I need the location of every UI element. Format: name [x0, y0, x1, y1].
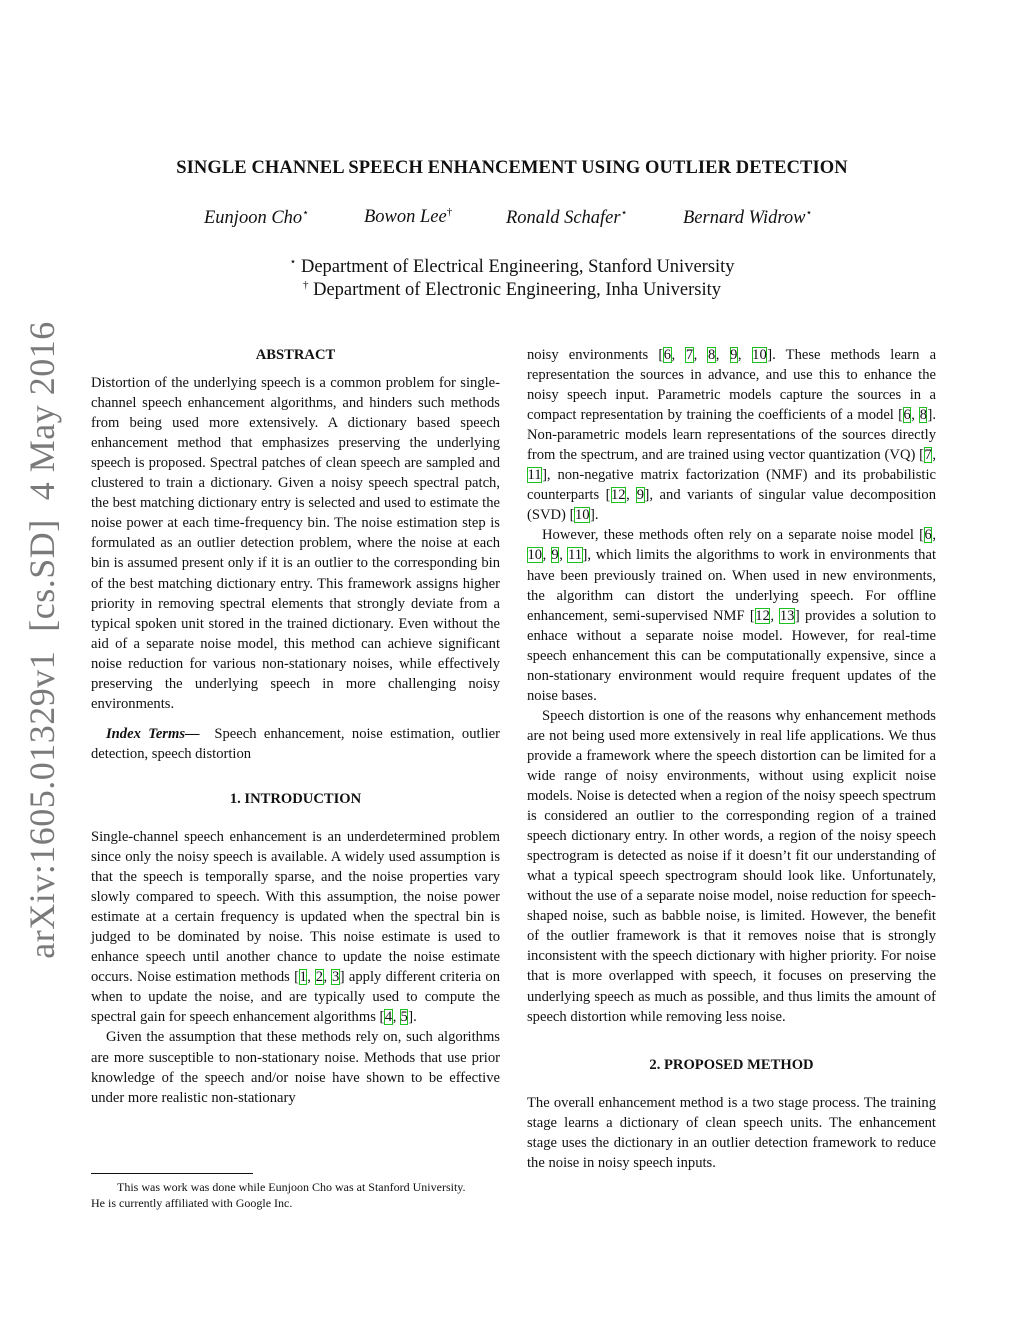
author-mark: ⋆ [805, 207, 813, 219]
citation-link[interactable]: 9 [551, 547, 559, 564]
footnote-line: This was work was done while Eunjoon Cho was at Stanford University. [117, 1180, 466, 1194]
body-paragraph: The overall enhancement method is a two stage process. The training stage learns a dictionary of clean speech units. The enhancement stage uses the dictionary in an outlier detection framework to reduce the noise in noisy speech inputs. [527, 1094, 936, 1171]
citation-link[interactable]: 5 [400, 1009, 408, 1026]
citation-link[interactable]: 7 [924, 447, 932, 464]
citation-link[interactable]: 11 [567, 547, 583, 564]
abstract-heading: ABSTRACT [255, 347, 336, 363]
index-terms-label: Index Terms— [106, 725, 200, 742]
citation-link[interactable]: 11 [527, 467, 542, 484]
author-name [683, 206, 812, 229]
author-text: Bowon Lee [364, 207, 447, 227]
affiliation [0, 279, 1024, 301]
author-text: Ronald Schafer [506, 208, 621, 228]
citation-link[interactable]: 6 [663, 347, 672, 363]
left-column [91, 345, 500, 1108]
body-paragraph: However, these methods often rely on a separate noise model [6, 10, 9, 11], which limits the algorithms to work in environments that have been previously trained on. When used in new environments, the algorithm can distort the underlying speech. For offline enhancement, semi-supervised NMF [12, 13] provides a solution to enhace without a separate noise model. However, for real-time speech enhancement this can be computationally expensive, since a non-stationary environment would require frequent updates of the noise bases. [527, 527, 937, 704]
citation-link[interactable]: 12 [611, 487, 626, 504]
body-paragraph: noisy environments [6, 7, 8, 9, 10]. These methods learn a representation the sources in advance, and use this to enhance the noisy speech input. Parametric models capture the sources in a compact representation by training the coefficients of a model [6, 8]. Non-parametric models learn representations of the sources directly from the spectrum, and are trained using vector quantization (VQ) [7, 11], non-negative matrix factorization (NMF) and its probabilistic counterparts [12, 9], and variants of singular value decomposition (SVD) [10]. [527, 347, 937, 524]
citation-link[interactable]: 3 [331, 969, 340, 986]
section-heading: 2. PROPOSED METHOD [649, 1056, 814, 1073]
affiliation-text: Department of Electronic Engineering, Inha University [313, 280, 721, 300]
affiliation-mark: † [302, 279, 309, 291]
author-text: Eunjoon Cho [204, 208, 303, 228]
citation-link[interactable]: 10 [574, 507, 590, 524]
affiliation [0, 255, 1024, 278]
footnote [91, 1179, 500, 1211]
citation-link[interactable]: 10 [527, 547, 543, 564]
citation-link[interactable]: 6 [924, 527, 932, 544]
citation-link[interactable]: 8 [919, 407, 927, 424]
citation-link[interactable]: 2 [315, 969, 324, 986]
author-mark: ⋆ [302, 207, 310, 219]
arxiv-stamp: arXiv:1605.01329v1 [cs.SD] 4 May 2016 [22, 321, 62, 959]
citation-link[interactable]: 6 [903, 407, 911, 424]
citation-link[interactable]: 10 [752, 347, 767, 363]
author-mark: ⋆ [620, 207, 628, 219]
citation-link[interactable]: 12 [755, 607, 770, 624]
right-column [527, 345, 936, 1173]
author-name [204, 206, 309, 229]
intro-paragraph: Given the assumption that these methods rely on, such algorithms are more susceptible to non-stationary noise. Methods that use prior knowledge of the speech and/or noise have shown to be effective under more realistic non-stationary [91, 1029, 500, 1106]
intro-paragraph: Single-channel speech enhancement is an underdetermined problem since only the noisy speech is available. A widely used assumption is that the speech is temporally sparse, and the noise properties vary slowly compared to speech. With this assumption, the noise power estimate at a certain frequency is updated when the spectral bin is judged to be dominated by noise. This noise estimate is used to enhance speech until another chance to update the noise estimate occurs. Noise estimation methods [1, 2, 3] apply different criteria on when to update the noise, and are typically used to compute the spectral gain for speech enhancement algorithms [4, 5]. [91, 828, 500, 1026]
footnote-line: He is currently affiliated with Google Inc. [91, 1196, 293, 1210]
citation-link[interactable]: 1 [299, 969, 307, 986]
intro-heading: 1. INTRODUCTION [229, 790, 362, 807]
author-mark: † [446, 206, 453, 218]
affiliation-mark: ⋆ [289, 256, 297, 268]
abstract-body: Distortion of the underlying speech is a common problem for single-channel speech enhancement algorithms, and hinders such methods from being used more extensively. A dictionary based speech enhancement method that emphasizes preserving the underlying speech is proposed. Spectral patches of clean speech are sampled and clustered to train a dictionary. Given a noisy speech spectral patch, the best matching dictionary entry is selected and used to estimate the noise power at each time-frequency bin. The noise estimation step is formulated as an outlier detection problem, where the noise at each bin is assumed present only if it is an outlier to the corresponding bin of the best matching dictionary entry. This framework assigns higher priority in removing spectral elements that strongly deviate from a typical spoken unit stored in the trained dictionary. Even without the aid of a separate noise model, this method can achieve significant noise reduction for various non-stationary noises, while effectively preserving the underlying speech in more challenging noisy environments. [91, 375, 500, 712]
index-terms [91, 724, 500, 764]
author-text: Bernard Widrow [683, 208, 806, 228]
index-terms-text: Speech enhancement, noise estimation, outlier detection, speech distortion [91, 725, 501, 762]
affiliation-text: Department of Electrical Engineering, Stanford University [300, 257, 735, 277]
body-paragraph: Speech distortion is one of the reasons why enhancement methods are not being used more extensively in real life applications. We thus provide a framework where the speech distortion can be limited for a wide range of noisy environments, without using explicit noise models. Noise is detected when a region of the noisy speech spectrum is considered an outlier to the corresponding region of a trained speech dictionary entry. In other words, a region of the noisy speech spectrogram is detected as noise if it doesn’t fit our understanding of what a typical speech spectrogram should look like. Unfortunately, without the use of a separate noise model, noise reduction for speech-shaped noise, such as babble noise, is limited. However, the benefit of the outlier framework is that it removes noise that is strongly inconsistent with the speech dictionary with higher priority. For noise that is more overlapped with speech, it focuses on preserving the underlying speech as much as possible, and thus limits the amount of speech distortion while removing less noise. [527, 707, 936, 1025]
citation-link[interactable]: 7 [685, 347, 694, 363]
citation-link[interactable]: 9 [730, 347, 738, 363]
citation-link[interactable]: 8 [707, 347, 716, 363]
author-name [506, 206, 627, 229]
paper-title: SINGLE CHANNEL SPEECH ENHANCEMENT USING OUTLIER DETECTION [176, 158, 848, 178]
citation-link[interactable]: 4 [384, 1009, 393, 1026]
author-name [364, 206, 452, 228]
footnote-rule [91, 1173, 253, 1174]
citation-link[interactable]: 13 [779, 607, 795, 624]
citation-link[interactable]: 9 [636, 487, 645, 504]
